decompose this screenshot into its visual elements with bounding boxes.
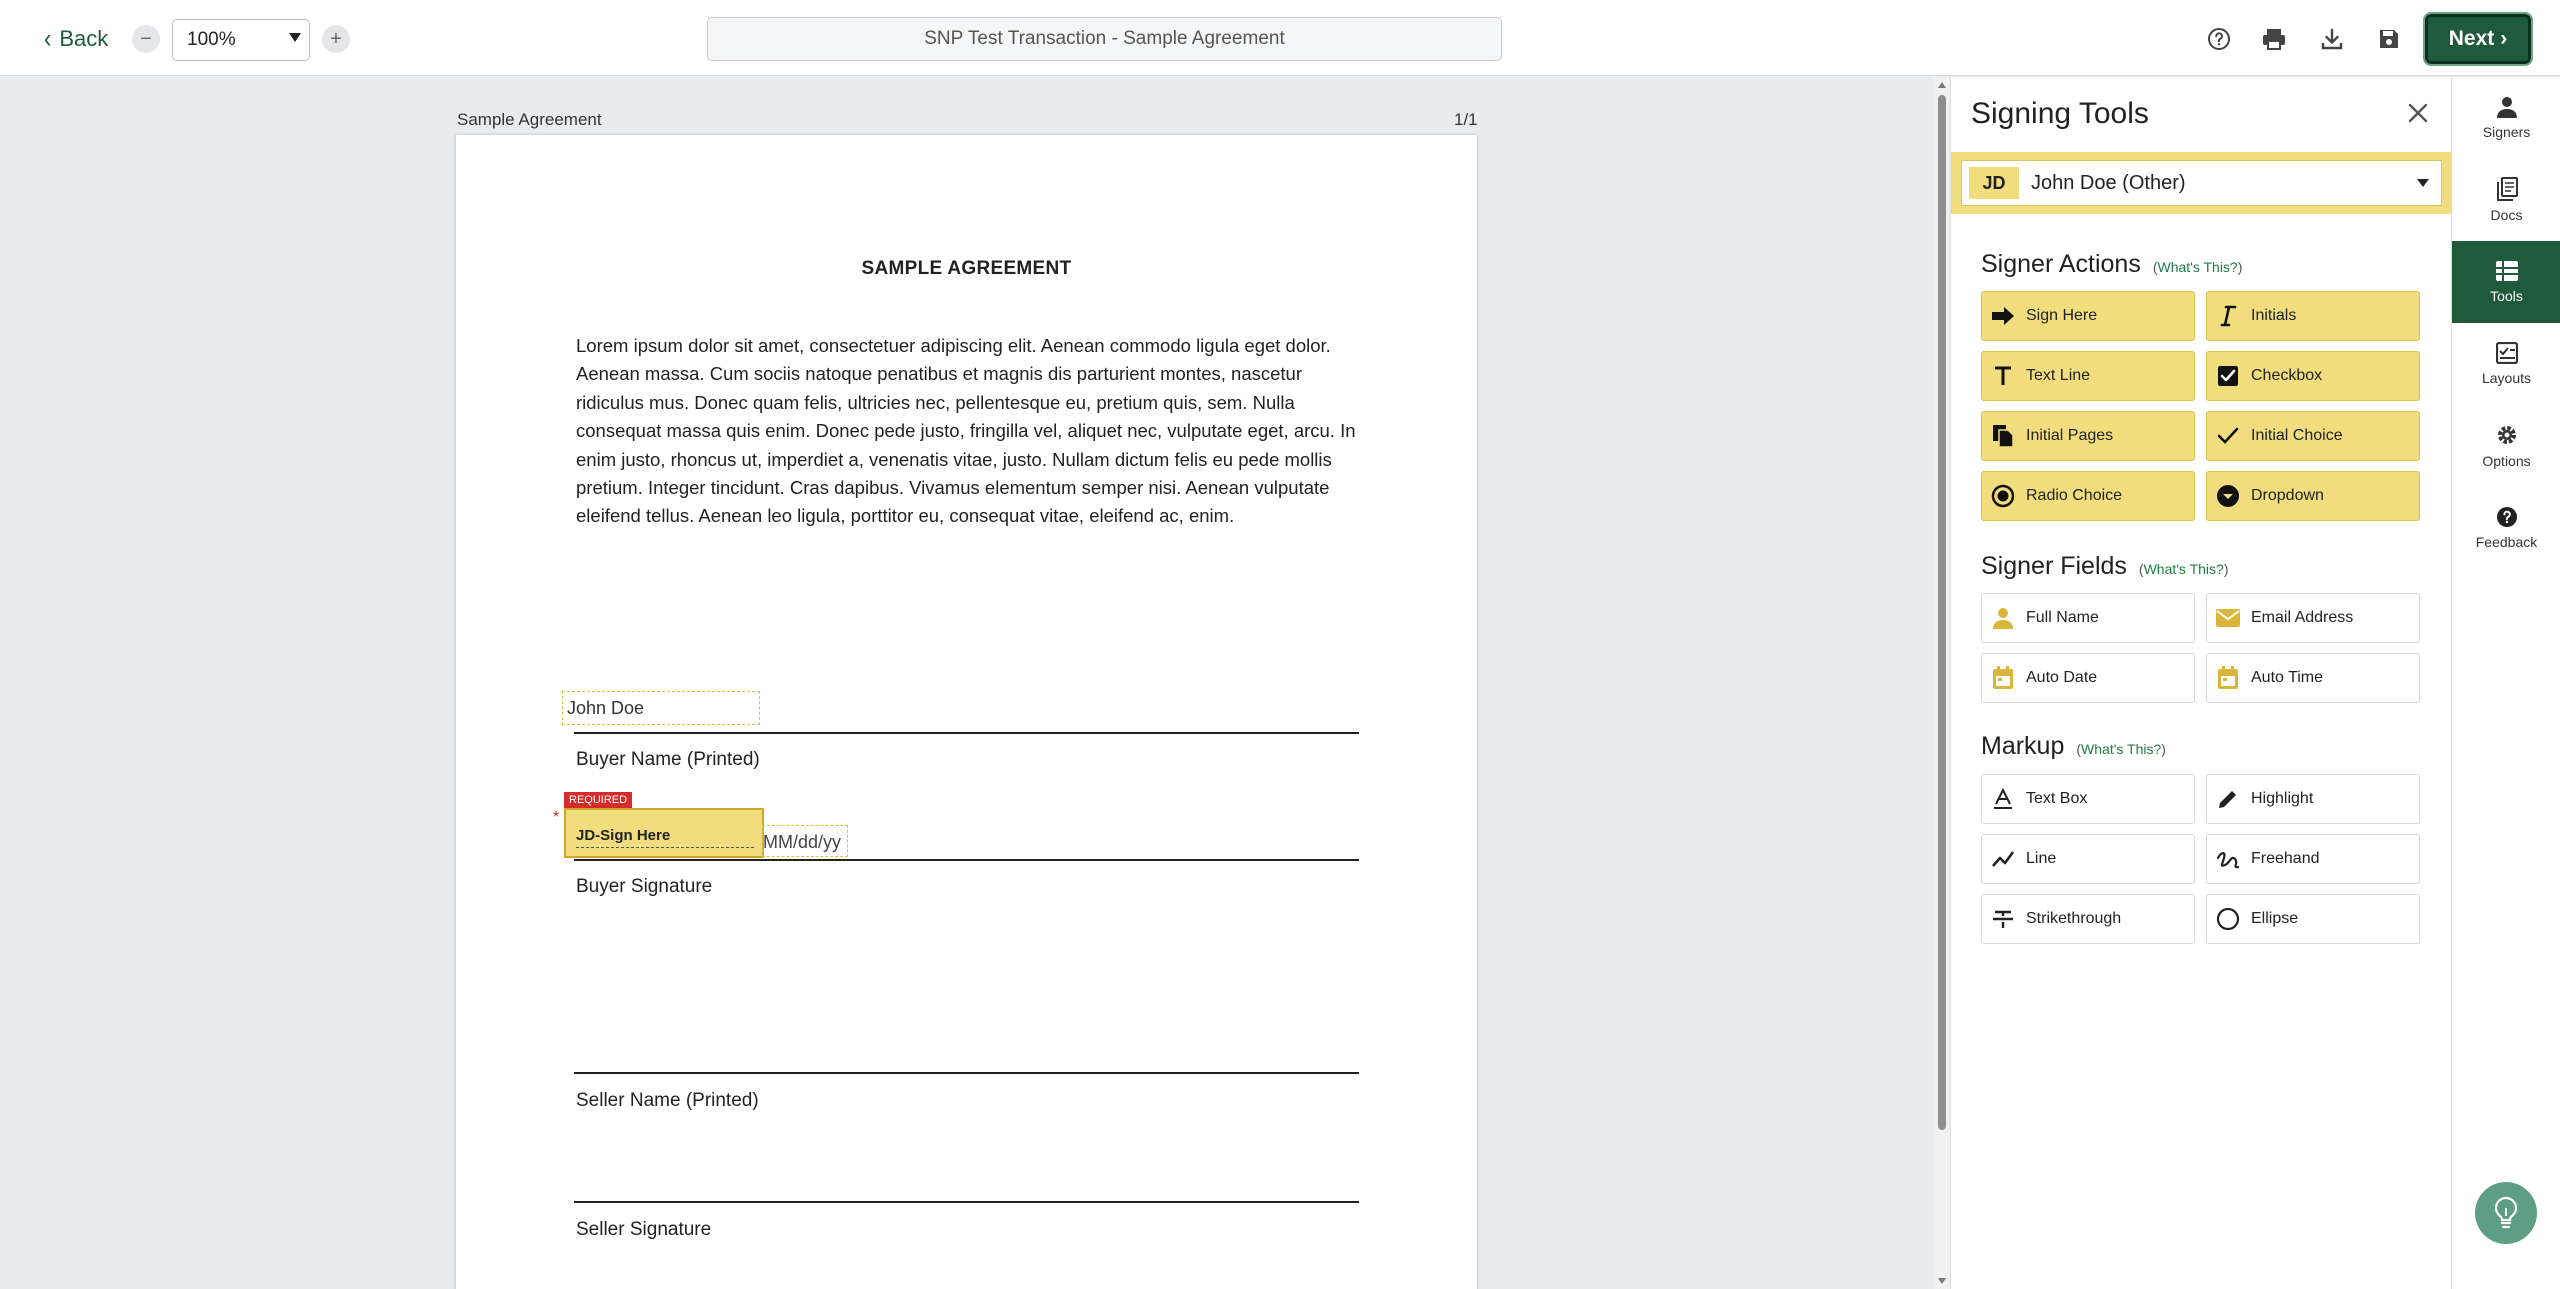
tool-label: Full Name [2026,609,2099,626]
required-badge: REQUIRED [564,792,632,808]
line-chart-icon [1990,846,2016,872]
seller-name-label: Seller Name (Printed) [576,1090,759,1111]
calendar-icon [1990,665,2016,691]
buyer-signature-line [574,859,1359,861]
pencil-icon [2215,786,2241,812]
tool-radio-choice[interactable] [1981,471,2195,521]
sign-here-field[interactable] [564,808,764,858]
lightbulb-button[interactable] [2475,1182,2537,1244]
buyer-name-field[interactable]: John Doe [562,691,760,725]
signer-initials: JD [1969,167,2019,199]
strikethrough-icon [1990,906,2016,932]
signer-select[interactable] [1961,160,2442,206]
rail-label: Docs [2490,207,2523,223]
zoom-select[interactable] [172,19,310,61]
print-icon[interactable] [2259,24,2289,54]
tool-label: Initial Pages [2026,427,2114,444]
person-icon [2496,96,2518,118]
scroll-up-arrow-icon[interactable] [1938,82,1946,88]
radio-icon [1990,483,2016,509]
rail-label: Signers [2482,124,2531,140]
tool-initial-pages[interactable] [1981,411,2195,461]
document-title-field[interactable] [707,17,1502,61]
tool-label: Freehand [2251,850,2320,867]
zoom-value: 100% [187,29,236,50]
tool-email-address[interactable] [2206,593,2420,643]
whats-this-link[interactable]: (What's This?) [2138,561,2229,577]
top-bar [0,0,2560,76]
tool-checkbox[interactable] [2206,351,2420,401]
pages-icon [1990,423,2016,449]
rail-item-docs[interactable] [2452,159,2560,241]
document-scrollbar[interactable] [1934,77,1950,1289]
tool-label: Text Box [2026,790,2088,807]
layouts-icon [2496,342,2518,364]
initials-icon [2215,303,2241,329]
right-rail [2451,77,2560,1289]
tool-ellipse[interactable] [2206,894,2420,944]
tool-sign-here[interactable] [1981,291,2195,341]
back-button[interactable] [44,24,108,54]
tool-label: Text Line [2026,367,2091,384]
tool-label: Checkbox [2251,367,2323,384]
grid-icon [2495,260,2519,282]
rail-item-feedback[interactable] [2452,487,2560,569]
page-heading: SAMPLE AGREEMENT [861,258,1072,279]
next-button[interactable] [2425,14,2531,64]
envelope-icon [2215,605,2241,631]
tool-auto-date[interactable] [1981,653,2195,703]
whats-this-text[interactable]: What's This? [2143,561,2224,577]
page-count: 1/1 [1454,110,1478,129]
tool-strikethrough[interactable] [1981,894,2195,944]
text-t-icon [1990,363,2016,389]
caret-down-icon [2417,179,2429,187]
text-box-icon [1990,786,2016,812]
question-circle-icon [2496,506,2518,528]
required-star: * [553,809,560,826]
tool-initial-choice[interactable] [2206,411,2420,461]
tool-label: Initial Choice [2251,427,2343,444]
document-title: SNP Test Transaction - Sample Agreement [924,28,1285,49]
tool-line[interactable] [1981,834,2195,884]
buyer-name-label: Buyer Name (Printed) [576,749,760,770]
seller-signature-label: Seller Signature [576,1219,712,1240]
circle-icon [2215,906,2241,932]
tool-label: Dropdown [2251,487,2324,504]
page-body-text: Lorem ipsum dolor sit amet, consectetuer adipiscing elit. Aenean commodo ligula eget dolor. Aenean massa. Cum sociis natoque penatibus et magnis dis parturient montes, nascetur ridiculus mus. Donec quam felis, ultricies nec, pellentesque eu, pretium quis, sem. Nulla consequat massa quis enim. Donec pede justo, fringilla vel, aliquet nec, vulputate eget, arcu. In enim justo, rhoncus ut, imperdiet a, venenatis vitae, justo. Nullam dictum felis eu pede mollis pretium. Integer tincidunt. Cras dapibus. Vivamus elementum semper nisi. Aenean vulputate eleifend tellus. Aenean leo ligula, porttitor eu, consequat vitae, eleifend ac, enim. [576,335,1356,527]
seller-name-line [574,1072,1359,1074]
save-icon[interactable] [2374,24,2404,54]
lightbulb-icon [2491,1196,2521,1230]
panel-title: Signing Tools [1971,97,2149,130]
sign-underline [576,847,754,848]
tool-label: Line [2026,850,2057,867]
close-icon[interactable] [2404,99,2432,127]
whats-this-text[interactable]: What's This? [2157,259,2238,275]
tool-highlight[interactable] [2206,774,2420,824]
markup-title: Markup [1981,732,2065,760]
tool-label: Highlight [2251,790,2314,807]
seller-signature-line [574,1201,1359,1203]
sign-here-label: JD-Sign Here [576,827,671,844]
whats-this-link[interactable]: (What's This?) [2076,741,2166,757]
scroll-thumb[interactable] [1938,95,1946,1130]
back-label: Back [59,26,109,51]
signer-name: John Doe (Other) [2031,171,2186,194]
tool-label: Sign Here [2026,307,2098,324]
tool-label: Auto Time [2251,669,2324,686]
signer-strip [1951,152,2452,214]
document-label: Sample Agreement [457,110,602,129]
freehand-icon [2215,846,2241,872]
tool-label: Ellipse [2251,910,2299,927]
rail-label: Layouts [2481,370,2532,386]
signer-fields-heading [1981,552,2228,581]
download-icon[interactable] [2317,24,2347,54]
rail-label: Feedback [2475,534,2538,550]
tool-label: Strikethrough [2026,910,2122,927]
rail-item-signers[interactable] [2452,77,2560,159]
tool-full-name[interactable] [1981,593,2195,643]
tool-label: Radio Choice [2026,487,2123,504]
whats-this-text[interactable]: What's This? [2081,741,2162,757]
document-viewer [0,77,1933,1289]
rail-label: Tools [2490,288,2523,304]
rail-item-tools[interactable] [2452,241,2560,323]
date-field[interactable]: MM/dd/yy [762,825,848,857]
signer-actions-title: Signer Actions [1981,250,2141,278]
zoom-in-button[interactable]: + [322,25,350,53]
rail-item-layouts[interactable] [2452,323,2560,405]
rail-label: Options [2482,453,2531,469]
check-icon [2215,423,2241,449]
markup-heading [1981,732,2166,761]
tool-label: Email Address [2251,609,2354,626]
tool-freehand[interactable] [2206,834,2420,884]
next-label: Next [2448,27,2495,50]
docs-icon [2496,177,2518,201]
buyer-name-line [574,732,1359,734]
signing-tools-panel [1950,77,2451,1289]
whats-this-link[interactable]: (What's This?) [2152,259,2243,275]
dropdown-icon [2215,483,2241,509]
buyer-signature-label: Buyer Signature [576,876,713,897]
tool-dropdown[interactable] [2206,471,2420,521]
caret-down-icon [289,33,301,42]
tool-initials[interactable] [2206,291,2420,341]
rail-item-options[interactable] [2452,405,2560,487]
zoom-out-button[interactable]: − [132,25,160,53]
checkbox-icon [2215,363,2241,389]
help-icon[interactable] [2204,24,2234,54]
tool-text-box[interactable] [1981,774,2195,824]
tool-text-line[interactable] [1981,351,2195,401]
document-page [456,135,1477,1289]
calendar-icon [2215,665,2241,691]
chevron-right-icon: › [2500,27,2508,50]
tool-label: Initials [2251,307,2297,324]
person-icon [1990,605,2016,631]
signer-fields-title: Signer Fields [1981,552,2127,580]
tool-auto-time[interactable] [2206,653,2420,703]
chevron-left-icon: ‹ [44,23,52,54]
tool-label: Auto Date [2026,669,2098,686]
scroll-down-arrow-icon[interactable] [1938,1278,1946,1284]
signer-actions-heading [1981,250,2242,279]
arrow-right-icon [1990,303,2016,329]
gear-icon [2495,423,2519,447]
